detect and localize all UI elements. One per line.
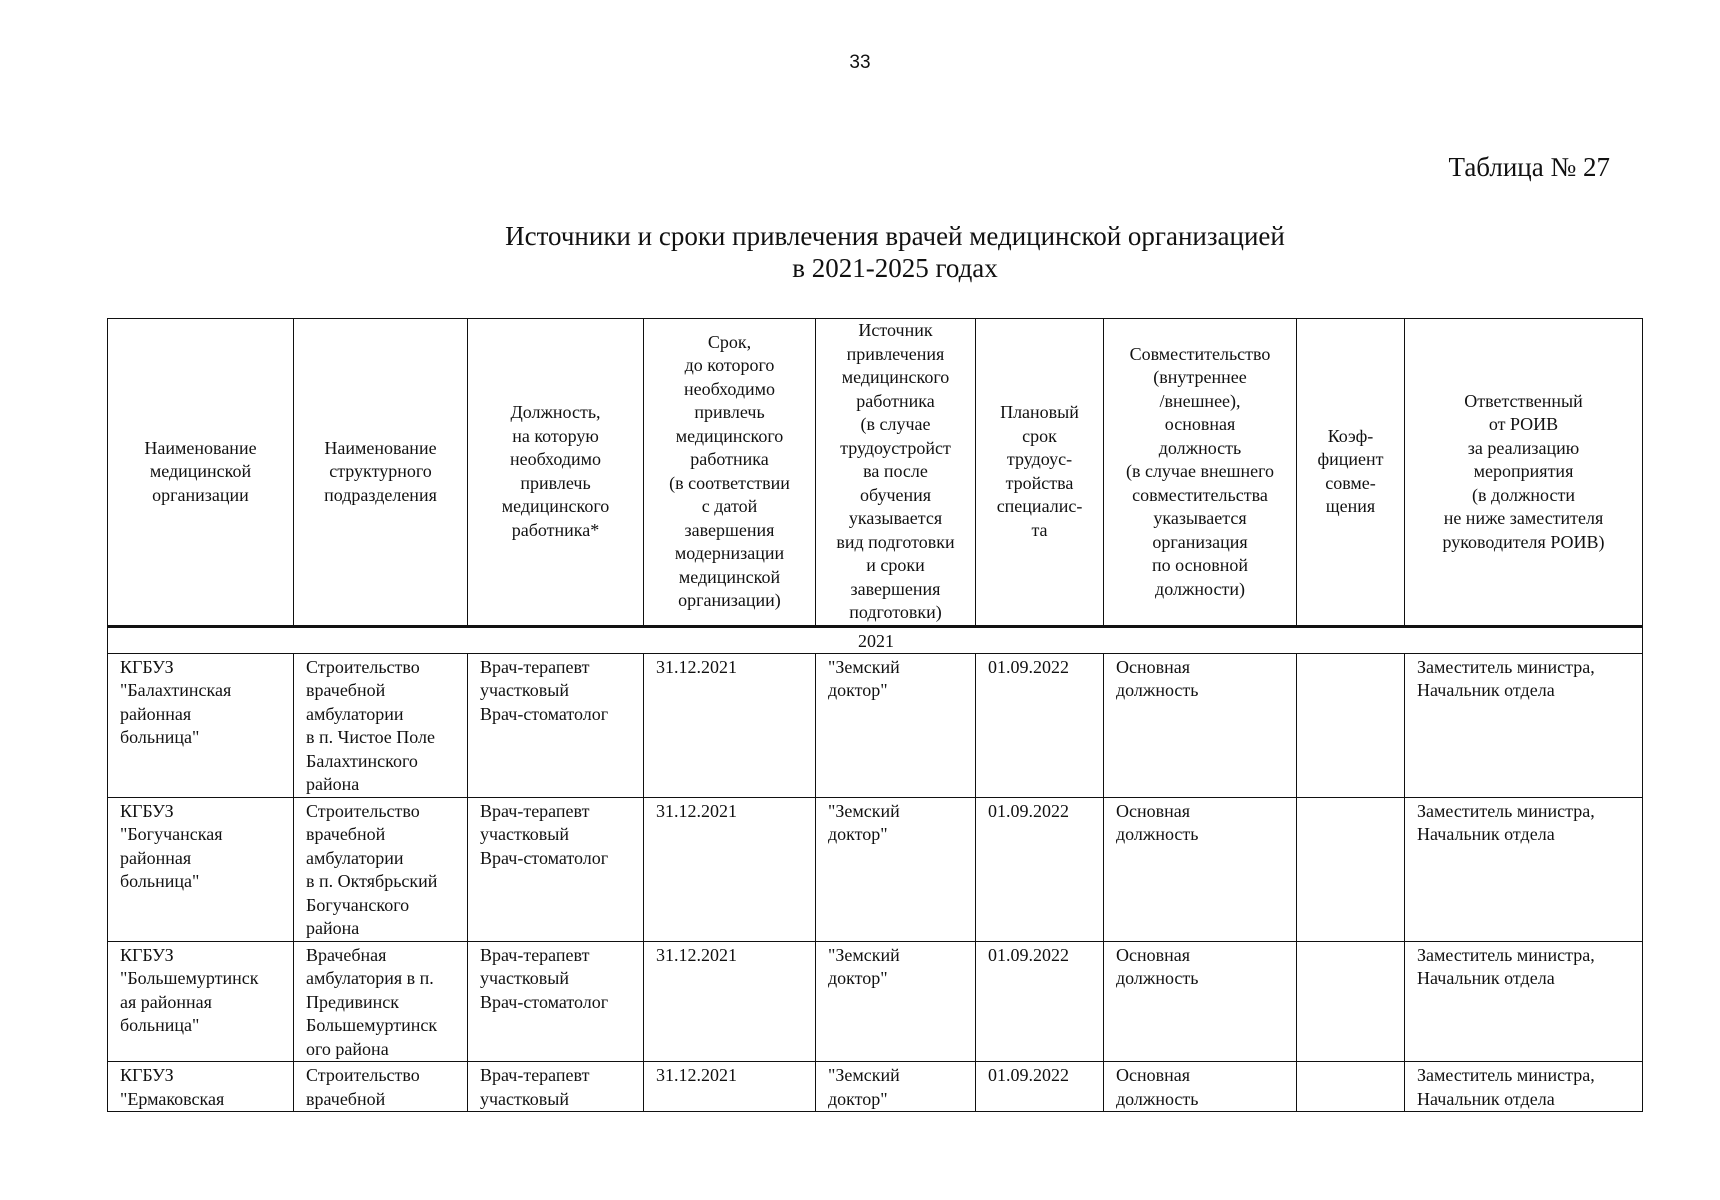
cell-organization: КГБУЗ "Богучанская районная больница" [108, 797, 294, 941]
cell-position: Врач-терапевт участковый Врач-стоматолог [468, 941, 644, 1062]
cell-planned-date: 01.09.2022 [976, 653, 1104, 797]
document-title [0, 220, 1720, 284]
cell-source: "Земский доктор" [816, 1062, 976, 1112]
header-row [108, 319, 1643, 627]
cell-planned-date: 01.09.2022 [976, 797, 1104, 941]
cell-unit: Строительство врачебной [294, 1062, 468, 1112]
doctors-sources-table [107, 318, 1643, 1112]
cell-planned-date: 01.09.2022 [976, 941, 1104, 1062]
cell-organization: КГБУЗ "Большемуртинск ая районная больница" [108, 941, 294, 1062]
column-header-unit: Наименование структурного подразделения [294, 319, 468, 627]
cell-position: Врач-терапевт участковый Врач-стоматолог [468, 797, 644, 941]
cell-deadline: 31.12.2021 [644, 653, 816, 797]
cell-responsible: Заместитель министра, Начальник отдела [1405, 653, 1643, 797]
table-number: Таблица № 27 [1448, 152, 1610, 182]
cell-unit: Строительство врачебной амбулатории в п. Чистое Поле Балахтинского района [294, 653, 468, 797]
title-line-2: в 2021-2025 годах [792, 253, 998, 283]
cell-source: "Земский доктор" [816, 653, 976, 797]
cell-deadline: 31.12.2021 [644, 1062, 816, 1112]
title-line-1: Источники и сроки привлечения врачей медицинской организацией [505, 221, 1285, 251]
cell-organization: КГБУЗ "Ермаковская [108, 1062, 294, 1112]
column-header-combination: Совместительство (внутреннее /внешнее), основная должность (в случае внешнего совместительства указывается организация по основной должности) [1104, 319, 1297, 627]
cell-combination: Основная должность [1104, 797, 1297, 941]
table-row [108, 941, 1643, 1062]
year-label: 2021 [108, 626, 1643, 653]
column-header-coefficient: Коэф- фициент совме- щения [1297, 319, 1405, 627]
cell-combination: Основная должность [1104, 1062, 1297, 1112]
column-header-position: Должность, на которую необходимо привлечь медицинского работника* [468, 319, 644, 627]
cell-combination: Основная должность [1104, 653, 1297, 797]
cell-coefficient [1297, 797, 1405, 941]
column-header-deadline: Срок, до которого необходимо привлечь медицинского работника (в соответствии с датой завершения модернизации медицинской организации) [644, 319, 816, 627]
table-row [108, 797, 1643, 941]
table-row [108, 1062, 1643, 1112]
page-number: 33 [849, 52, 871, 73]
cell-combination: Основная должность [1104, 941, 1297, 1062]
cell-position: Врач-терапевт участковый [468, 1062, 644, 1112]
cell-position: Врач-терапевт участковый Врач-стоматолог [468, 653, 644, 797]
cell-coefficient [1297, 653, 1405, 797]
cell-coefficient [1297, 941, 1405, 1062]
cell-organization: КГБУЗ "Балахтинская районная больница" [108, 653, 294, 797]
cell-deadline: 31.12.2021 [644, 941, 816, 1062]
cell-source: "Земский доктор" [816, 941, 976, 1062]
cell-planned-date: 01.09.2022 [976, 1062, 1104, 1112]
cell-unit: Врачебная амбулатория в п. Предивинск Большемуртинск ого района [294, 941, 468, 1062]
column-header-organization: Наименование медицинской организации [108, 319, 294, 627]
cell-responsible: Заместитель министра, Начальник отдела [1405, 1062, 1643, 1112]
cell-coefficient [1297, 1062, 1405, 1112]
year-row [108, 626, 1643, 653]
cell-unit: Строительство врачебной амбулатории в п. Октябрьский Богучанского района [294, 797, 468, 941]
column-header-planned-date: Плановый срок трудоус- тройства специалис- та [976, 319, 1104, 627]
cell-deadline: 31.12.2021 [644, 797, 816, 941]
table-row [108, 653, 1643, 797]
cell-responsible: Заместитель министра, Начальник отдела [1405, 941, 1643, 1062]
cell-source: "Земский доктор" [816, 797, 976, 941]
column-header-responsible: Ответственный от РОИВ за реализацию мероприятия (в должности не ниже заместителя руководителя РОИВ) [1405, 319, 1643, 627]
cell-responsible: Заместитель министра, Начальник отдела [1405, 797, 1643, 941]
column-header-source: Источник привлечения медицинского работника (в случае трудоустройст ва после обучения указывается вид подготовки и сроки завершения подготовки) [816, 319, 976, 627]
